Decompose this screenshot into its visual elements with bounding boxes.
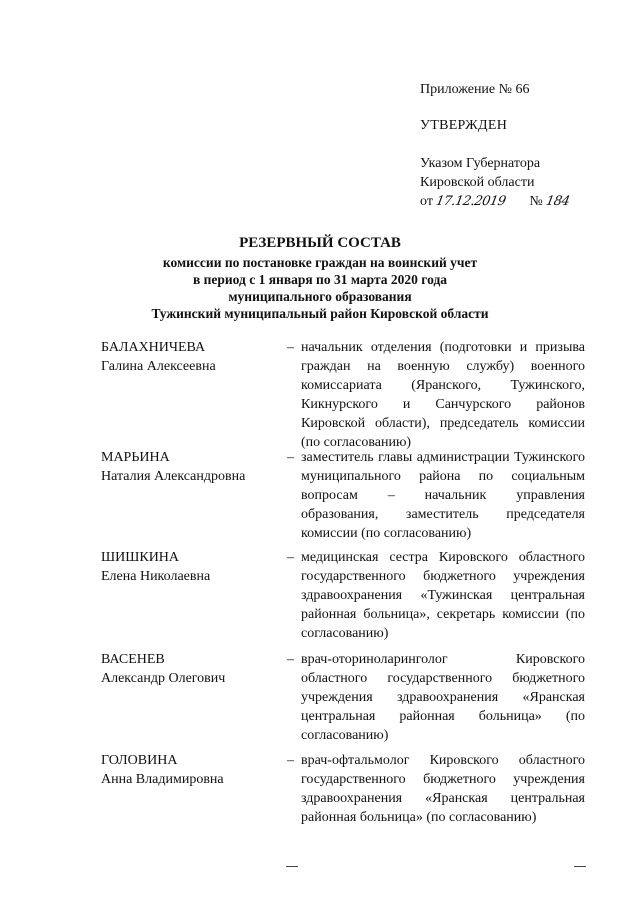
member-role: врач-оториноларинголог Кировского областного государственного бюджетного учреждения здравоохранения «Яранская центральная районная больница» (по согласованию) [301,652,585,743]
member-given-name: Анна Владимировна [101,772,224,787]
heading-line-4: Тужинский муниципальный район Кировской области [151,306,489,321]
member-entry [101,338,591,448]
member-dash: – [287,652,294,667]
member-given-name: Галина Алексеевна [101,359,216,374]
heading-title: РЕЗЕРВНЫЙ СОСТАВ [239,235,401,251]
member-role: медицинская сестра Кировского областного государственного бюджетного учреждения здравоохранения «Тужинская центральная районная больница», секретарь комиссии (по согласованию) [301,550,585,641]
scan-artifact [286,866,298,867]
heading-line-1: комиссии по постановке граждан на воинский учет [162,255,478,270]
member-name [101,751,281,789]
member-list [101,338,591,841]
member-name [101,650,281,688]
member-name [101,338,281,376]
member-dash: – [287,550,294,565]
document-heading [60,232,580,322]
member-surname: ШИШКИНА [101,550,180,565]
decree-date-number [420,192,620,211]
number-prefix: № [529,194,543,209]
member-entry [101,751,591,841]
member-dash: – [287,753,294,768]
date-prefix: от [420,194,433,209]
member-entry [101,650,591,751]
member-given-name: Александр Олегович [101,671,226,686]
scan-artifact [574,866,586,867]
member-surname: ГОЛОВИНА [101,753,178,768]
member-surname: БАЛАХНИЧЕВА [101,340,206,355]
heading-line-2: в период с 1 января по 31 марта 2020 года [192,272,448,287]
member-dash: – [287,340,294,355]
handwritten-number: 184 [544,194,571,209]
member-name [101,548,281,586]
member-surname: МАРЬИНА [101,450,170,465]
member-dash: – [287,450,294,465]
member-role: начальник отделения (подготовки и призыва граждан на военную службу) военного комиссариата (Яранского, Тужинского, Кикнурского и Санчурского районов Кировской области), председатель комиссии (по согласованию) [301,340,585,450]
member-role: заместитель главы администрации Тужинского муниципального района по социальным вопросам – начальник управления образования, заместитель председателя комиссии (по согласованию) [301,450,585,541]
approved-label: УТВЕРЖДЕН [420,118,508,133]
member-given-name: Наталия Александровна [101,469,246,484]
member-name [101,448,281,486]
member-entry [101,448,591,548]
appendix-number: Приложение № 66 [420,82,530,97]
member-surname: ВАСЕНЕВ [101,652,165,667]
member-entry [101,548,591,650]
approval-block [420,80,620,211]
decree-line-2: Кировской области [420,175,535,190]
decree-line-1: Указом Губернатора [420,156,541,171]
member-role: врач-офтальмолог Кировского областного государственного бюджетного учреждения здравоохранения «Яранская центральная районная больница» (по согласованию) [301,753,585,825]
member-given-name: Елена Николаевна [101,569,211,584]
heading-line-3: муниципального образования [228,289,412,304]
handwritten-date: 17.12.2019 [435,194,508,209]
